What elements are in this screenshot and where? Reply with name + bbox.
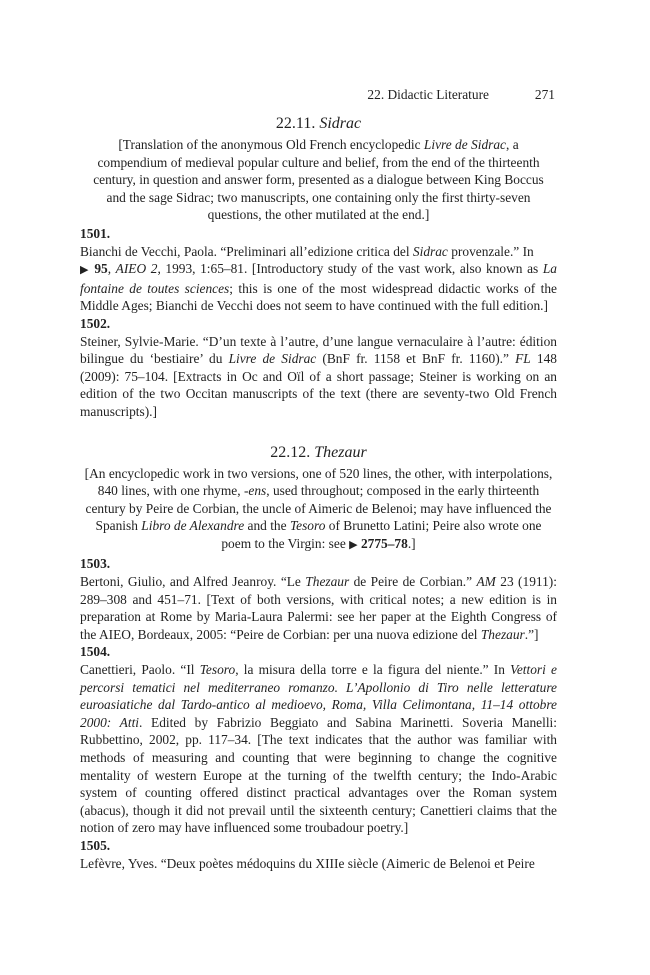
entry-number: 1502. — [80, 315, 111, 331]
section-title: Thezaur — [314, 443, 367, 461]
chapter-title: 22. Didactic Literature — [367, 87, 489, 102]
cross-reference-arrow-icon: ▶ — [349, 538, 358, 551]
bibliography-entry: Lefèvre, Yves. “Deux poètes médoquins du XIIIe siècle (Aimeric de Belenoi et Peire — [80, 855, 535, 871]
bibliography-entry: Bertoni, Giulio, and Alfred Jeanroy. “Le Thezaur de Peire de Corbian.” AM 23 (1911): 289–308 and 451–71. [Text of both versions, with critical notes; a new edition is in preparation at Rome by Maria-Laura Palermi: see her paper at the Eighth Congress of the AIEO, Bordeaux, 2005: “Peire de Corbian: per una nuova edizione del Thezaur.”] — [80, 574, 557, 642]
entry-number: 1501. — [80, 225, 111, 241]
section-number: 22.12. — [270, 443, 311, 461]
section-title: Sidrac — [319, 115, 362, 132]
cross-reference-arrow-icon: ▶ — [80, 264, 90, 277]
running-head — [80, 86, 557, 106]
page-number: 271 — [534, 87, 555, 102]
section-description: [An encyclopedic work in two versions, one of 520 lines, the other, with interpolations, 840 lines, with one rhyme, -ens, used throughout; composed in the early thirteenth century by Peire de Corbian, the uncle of Aimeric de Belenoi; may have influenced the Spanish Libro de Alexandre and the Tesoro of Brunetto Latini; Peire also wrote one poem to the Virgin: see ▶ 2775–78.] — [84, 465, 553, 551]
cross-reference[interactable]: 95 — [94, 261, 108, 277]
section-gap — [80, 421, 557, 435]
section-description: [Translation of the anonymous Old French encyclopedic Livre de Sidrac, a compendium of medieval popular culture and belief, from the end of the thirteenth century, in question and answer form, presented as a dialogue between King Boccus and the sage Sidrac; two manuscripts, one containing only the first thirty-seven questions, the other mutilated at the end.] — [93, 137, 544, 223]
entry-number: 1505. — [80, 837, 111, 853]
bibliography-entry: Steiner, Sylvie-Marie. “D’un texte à l’autre, d’une langue vernaculaire à l’autre: édition bilingue du ‘bestiaire’ du Livre de Sidrac (BnF fr. 1158 et BnF fr. 1160).” FL 148 (2009): 75–104. [Extracts in Oc and Oïl of a short passage; Steiner is working on an edition of the two Occitan manuscripts of the text (there are seventy-two Old French manuscripts).] — [80, 333, 557, 419]
cross-reference[interactable]: 2775–78 — [360, 535, 408, 551]
section-number: 22.11. — [275, 115, 316, 132]
entry-number: 1504. — [80, 644, 111, 660]
bibliography-entry: Canettieri, Paolo. “Il Tesoro, la misura della torre e la figura del niente.” In Vettori e percorsi tematici nel mediterraneo romanzo. L’Apollonio di Tiro nelle letterature euroasiatiche dal Tardo-antico al medioevo, Roma, Villa Celimontana, 11–14 ottobre 2000: Atti. Edited by Fabrizio Beggiato and Sabina Marinetti. Soveria Manelli: Rubbettino, 2002, pp. 117–34. [The text indicates that the author was familiar with methods of measuring and counting that were beginning to change the cognitive mentality of western Europe at the turning of the twelfth century; the Indo-Arabic system of counting offered distinct practical advantages over the Roman system (abacus), though it did not prevail until the sixteenth century; Canettieri claims that the notion of zero may have influenced some troubadour poetry.] — [80, 662, 557, 836]
entry-number: 1503. — [80, 556, 111, 572]
bibliography-entry: Bianchi de Vecchi, Paola. “Preliminari all’edizione critica del Sidrac provenzale.” In ▶ 95, AIEO 2, 1993, 1:65–81. [Introductory study of the vast work, also known as La fontaine de toutes sciences; this is one of the most widespread didactic works of the Middle Ages; Bianchi de Vecchi does not seem to have continued with the full edition.] — [80, 243, 557, 314]
section-heading-thezaur — [80, 443, 557, 463]
book-page — [80, 86, 557, 872]
section-heading-sidrac — [80, 114, 557, 134]
